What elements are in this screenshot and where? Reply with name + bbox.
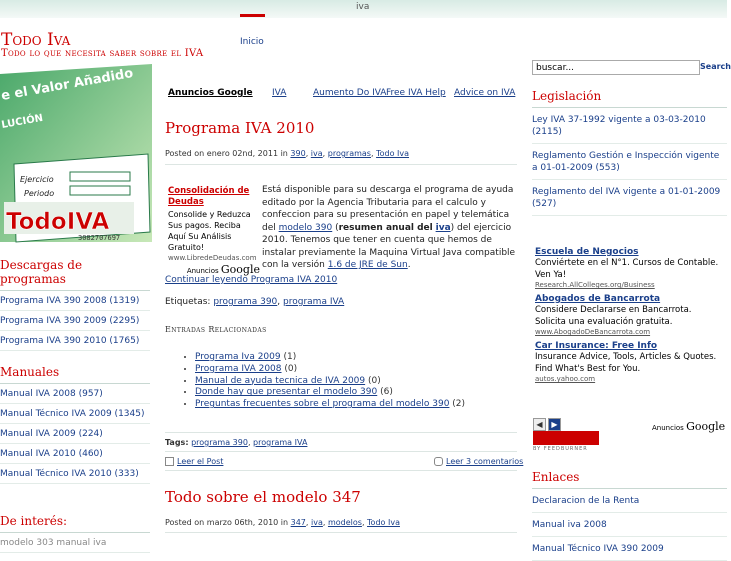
logo-field1: Ejercicio bbox=[20, 175, 54, 184]
post-meta: Posted on marzo 06th, 2010 in 347, iva, modelos, Todo Iva bbox=[165, 518, 400, 527]
inline-ad-brand-name: Google bbox=[220, 263, 260, 276]
logo-field2: Periodo bbox=[24, 189, 55, 198]
post-category-link[interactable]: 390 bbox=[290, 149, 306, 158]
search-input[interactable] bbox=[532, 60, 700, 75]
google-ads-block bbox=[535, 247, 725, 388]
prev-ad-button[interactable]: ◀ bbox=[533, 418, 546, 431]
top-tagline: iva bbox=[356, 2, 370, 12]
ad-unit[interactable] bbox=[535, 247, 725, 289]
ad-url[interactable]: Research.AllColleges.org/Business bbox=[535, 281, 655, 289]
post-category-link[interactable]: modelos bbox=[327, 518, 362, 527]
ad-desc: Conviértete en el N°1. Cursos de Contable. Ven Ya! bbox=[535, 258, 719, 280]
document-icon bbox=[165, 457, 174, 466]
ads-brand-prefix: Anuncios bbox=[652, 424, 684, 432]
sidebar-interest-link[interactable]: modelo 303 manual iva bbox=[0, 533, 150, 553]
post-title[interactable]: Todo sobre el modelo 347 bbox=[165, 488, 361, 506]
list-item bbox=[195, 387, 465, 399]
post-text: ( bbox=[335, 222, 339, 233]
tag-link[interactable]: programa 390 bbox=[213, 297, 278, 307]
related-link[interactable]: Manual de ayuda tecnica de IVA 2009 bbox=[195, 375, 366, 386]
ad-title[interactable]: Escuela de Negocios bbox=[535, 247, 639, 257]
post-tags: Etiquetas: programa 390, programa IVA bbox=[165, 297, 345, 307]
ads-brand-name: Google bbox=[686, 420, 726, 433]
comments-link[interactable] bbox=[434, 457, 523, 466]
post-meta-prefix: Posted on enero 02nd, 2011 in bbox=[165, 149, 288, 158]
ads-brand bbox=[652, 420, 725, 433]
sidebar-manuals bbox=[0, 365, 150, 484]
sidebar-link[interactable]: Manual iva 2008 bbox=[532, 513, 727, 537]
sidebar-links bbox=[532, 470, 727, 561]
related-count: (0) bbox=[368, 375, 381, 386]
sidebar-download-link[interactable]: Programa IVA 390 2008 (1319) bbox=[0, 291, 150, 311]
sidebar-manual-link[interactable]: Manual IVA 2008 (957) bbox=[0, 384, 150, 404]
google-ad-links bbox=[168, 88, 516, 100]
post-footer-tags: Tags: programa 390, programa IVA bbox=[165, 438, 308, 447]
inline-ad-url[interactable]: www.LibredeDeudas.com bbox=[168, 254, 257, 262]
sidebar-downloads bbox=[0, 258, 150, 351]
post-category-link[interactable]: iva bbox=[311, 518, 323, 527]
post-category-link[interactable]: iva bbox=[310, 149, 323, 158]
sidebar-link[interactable]: Declaracion de la Renta bbox=[532, 489, 727, 513]
post-category-link[interactable]: Todo Iva bbox=[376, 149, 409, 158]
sidebar-link[interactable]: Manual Técnico IVA 390 2009 bbox=[532, 537, 727, 561]
ad-title[interactable]: Car Insurance: Free Info bbox=[535, 341, 658, 351]
logo-line1: e el Valor Añadido bbox=[0, 65, 135, 104]
post-category-link[interactable]: Todo Iva bbox=[367, 518, 400, 527]
ad-desc: Considere Declararse en Bancarrota. Solicita una evaluación gratuita. bbox=[535, 305, 692, 327]
tags-label: Etiquetas: bbox=[165, 297, 211, 307]
post-divider bbox=[165, 164, 517, 165]
ad-title[interactable]: Abogados de Bancarrota bbox=[535, 294, 661, 304]
inline-ad-desc: Consolide y Reduzca Sus pagos. Reciba Aquí Su Análisis Gratuito! bbox=[168, 210, 251, 252]
post-title[interactable]: Programa IVA 2010 bbox=[165, 119, 315, 137]
ad-unit[interactable] bbox=[535, 294, 725, 336]
post-bold-text: resumen anual del bbox=[338, 222, 433, 233]
feed-counter-badge[interactable] bbox=[533, 431, 599, 445]
post-inline-link[interactable]: iva bbox=[435, 222, 451, 233]
active-nav-indicator bbox=[240, 14, 265, 17]
sidebar-download-link[interactable]: Programa IVA 390 2010 (1765) bbox=[0, 331, 150, 351]
legislation-link[interactable]: Reglamento Gestión e Inspección vigente a 01-01-2009 (553) bbox=[532, 144, 727, 180]
tag-link[interactable]: programa IVA bbox=[253, 438, 308, 447]
related-link[interactable]: Programa Iva 2009 bbox=[195, 352, 281, 362]
next-ad-button[interactable]: ▶ bbox=[548, 418, 561, 431]
ad-url[interactable]: www.AbogadoDeBancarrota.com bbox=[535, 328, 651, 336]
ad-link[interactable]: Advice on IVA bbox=[454, 88, 516, 98]
post-body bbox=[262, 184, 518, 272]
continue-reading-link[interactable]: Continuar leyendo Programa IVA 2010 bbox=[165, 275, 338, 285]
ad-link[interactable]: Aumento Do IVA bbox=[313, 88, 387, 98]
site-title[interactable]: Todo Iva bbox=[1, 30, 71, 50]
post-text: ) del ejercicio 2010. Tenemos que tener en cuenta que hemos de instalar previamente la Maquina Virtual Java compatible con la versión bbox=[262, 222, 516, 270]
downloads-heading: Descargas de programas bbox=[0, 258, 150, 291]
ad-links-label[interactable]: Anuncios Google bbox=[168, 88, 253, 98]
ad-unit[interactable] bbox=[535, 341, 725, 383]
inline-ad-brand-prefix: Anuncios bbox=[186, 267, 219, 275]
list-item bbox=[195, 364, 465, 376]
legislation-link[interactable]: Ley IVA 37-1992 vigente a 03-03-2010 (2115) bbox=[532, 108, 727, 144]
logo-number: 3082707697 bbox=[78, 234, 121, 242]
read-post-label: Leer el Post bbox=[177, 457, 224, 466]
related-count: (2) bbox=[452, 399, 466, 410]
post-divider bbox=[165, 451, 517, 452]
comments-label: Leer 3 comentarios bbox=[446, 457, 524, 466]
sidebar-legislation bbox=[532, 89, 727, 216]
post-meta-prefix: Posted on marzo 06th, 2010 in bbox=[165, 518, 289, 527]
site-logo[interactable] bbox=[0, 64, 152, 242]
list-item bbox=[195, 352, 465, 364]
sidebar-manual-link[interactable]: Manual IVA 2010 (460) bbox=[0, 444, 150, 464]
ad-navigation bbox=[533, 418, 563, 431]
list-item bbox=[195, 376, 465, 388]
sidebar-download-link[interactable]: Programa IVA 390 2009 (2295) bbox=[0, 311, 150, 331]
feedburner-label: BY FEEDBURNER bbox=[533, 446, 588, 452]
post-inline-link[interactable]: modelo 390 bbox=[278, 222, 333, 233]
tags2-label: Tags: bbox=[165, 438, 189, 447]
sidebar-interest bbox=[0, 514, 150, 553]
legislation-heading: Legislación bbox=[532, 89, 727, 108]
sidebar-manual-link[interactable]: Manual Técnico IVA 2010 (333) bbox=[0, 464, 150, 484]
nav-home-link[interactable]: Inicio bbox=[240, 37, 264, 47]
inline-ad-title[interactable]: Consolidación de Deudas bbox=[168, 186, 250, 207]
logo-brand: TodoIVA bbox=[6, 209, 110, 235]
links-heading: Enlaces bbox=[532, 470, 727, 489]
tag-link[interactable]: programa IVA bbox=[283, 297, 345, 307]
logo-line2: LUCIÓN bbox=[0, 112, 44, 131]
related-count: (0) bbox=[284, 363, 298, 374]
post-divider bbox=[165, 532, 517, 533]
search-button[interactable]: Search bbox=[700, 62, 731, 71]
related-link[interactable]: Donde hay que presentar el modelo 390 bbox=[195, 387, 378, 398]
related-count: (1) bbox=[283, 352, 297, 362]
legislation-link[interactable]: Reglamento del IVA vigente a 01-01-2009 (527) bbox=[532, 180, 727, 216]
manuals-heading: Manuales bbox=[0, 365, 150, 384]
related-link[interactable]: Preguntas frecuentes sobre el programa del modelo 390 bbox=[195, 399, 450, 410]
related-count: (6) bbox=[380, 387, 393, 398]
sidebar-manual-link[interactable]: Manual IVA 2009 (224) bbox=[0, 424, 150, 444]
ad-url[interactable]: autos.yahoo.com bbox=[535, 375, 596, 383]
site-subtitle: Todo lo que necesita saber sobre el IVA bbox=[1, 48, 204, 59]
list-item bbox=[195, 399, 465, 411]
related-list bbox=[180, 352, 465, 411]
post-divider bbox=[165, 470, 517, 471]
post-text: . bbox=[407, 260, 411, 270]
post-divider bbox=[165, 432, 517, 433]
comment-icon bbox=[434, 457, 443, 466]
interest-heading: De interés: bbox=[0, 514, 150, 533]
related-heading: Entradas Relacionadas bbox=[165, 325, 267, 334]
top-bar bbox=[0, 0, 727, 18]
logo-graphic bbox=[0, 64, 152, 242]
post-inline-link[interactable]: 1.6 de JRE de Sun bbox=[327, 260, 408, 270]
inline-ad[interactable] bbox=[168, 186, 260, 276]
post-category-link[interactable]: 347 bbox=[290, 518, 306, 527]
read-post-link[interactable] bbox=[165, 457, 223, 466]
post-category-link[interactable]: programas bbox=[327, 149, 371, 158]
sidebar-manual-link[interactable]: Manual Técnico IVA 2009 (1345) bbox=[0, 404, 150, 424]
ad-desc: Insurance Advice, Tools, Articles & Quotes. Find What's Best for You. bbox=[535, 352, 717, 374]
tag-link[interactable]: programa 390 bbox=[191, 438, 248, 447]
ad-link[interactable]: IVA bbox=[272, 88, 287, 98]
post-meta: Posted on enero 02nd, 2011 in 390, iva, programas, Todo Iva bbox=[165, 149, 409, 158]
post-text: Está disponible para su descarga el programa de ayuda editado por la Agencia Tributaria para el calculo y confeccion para su presentación en papel y telemática del bbox=[262, 185, 514, 233]
ad-link[interactable]: Free IVA Help bbox=[386, 88, 446, 98]
related-link[interactable]: Programa IVA 2008 bbox=[195, 363, 282, 374]
